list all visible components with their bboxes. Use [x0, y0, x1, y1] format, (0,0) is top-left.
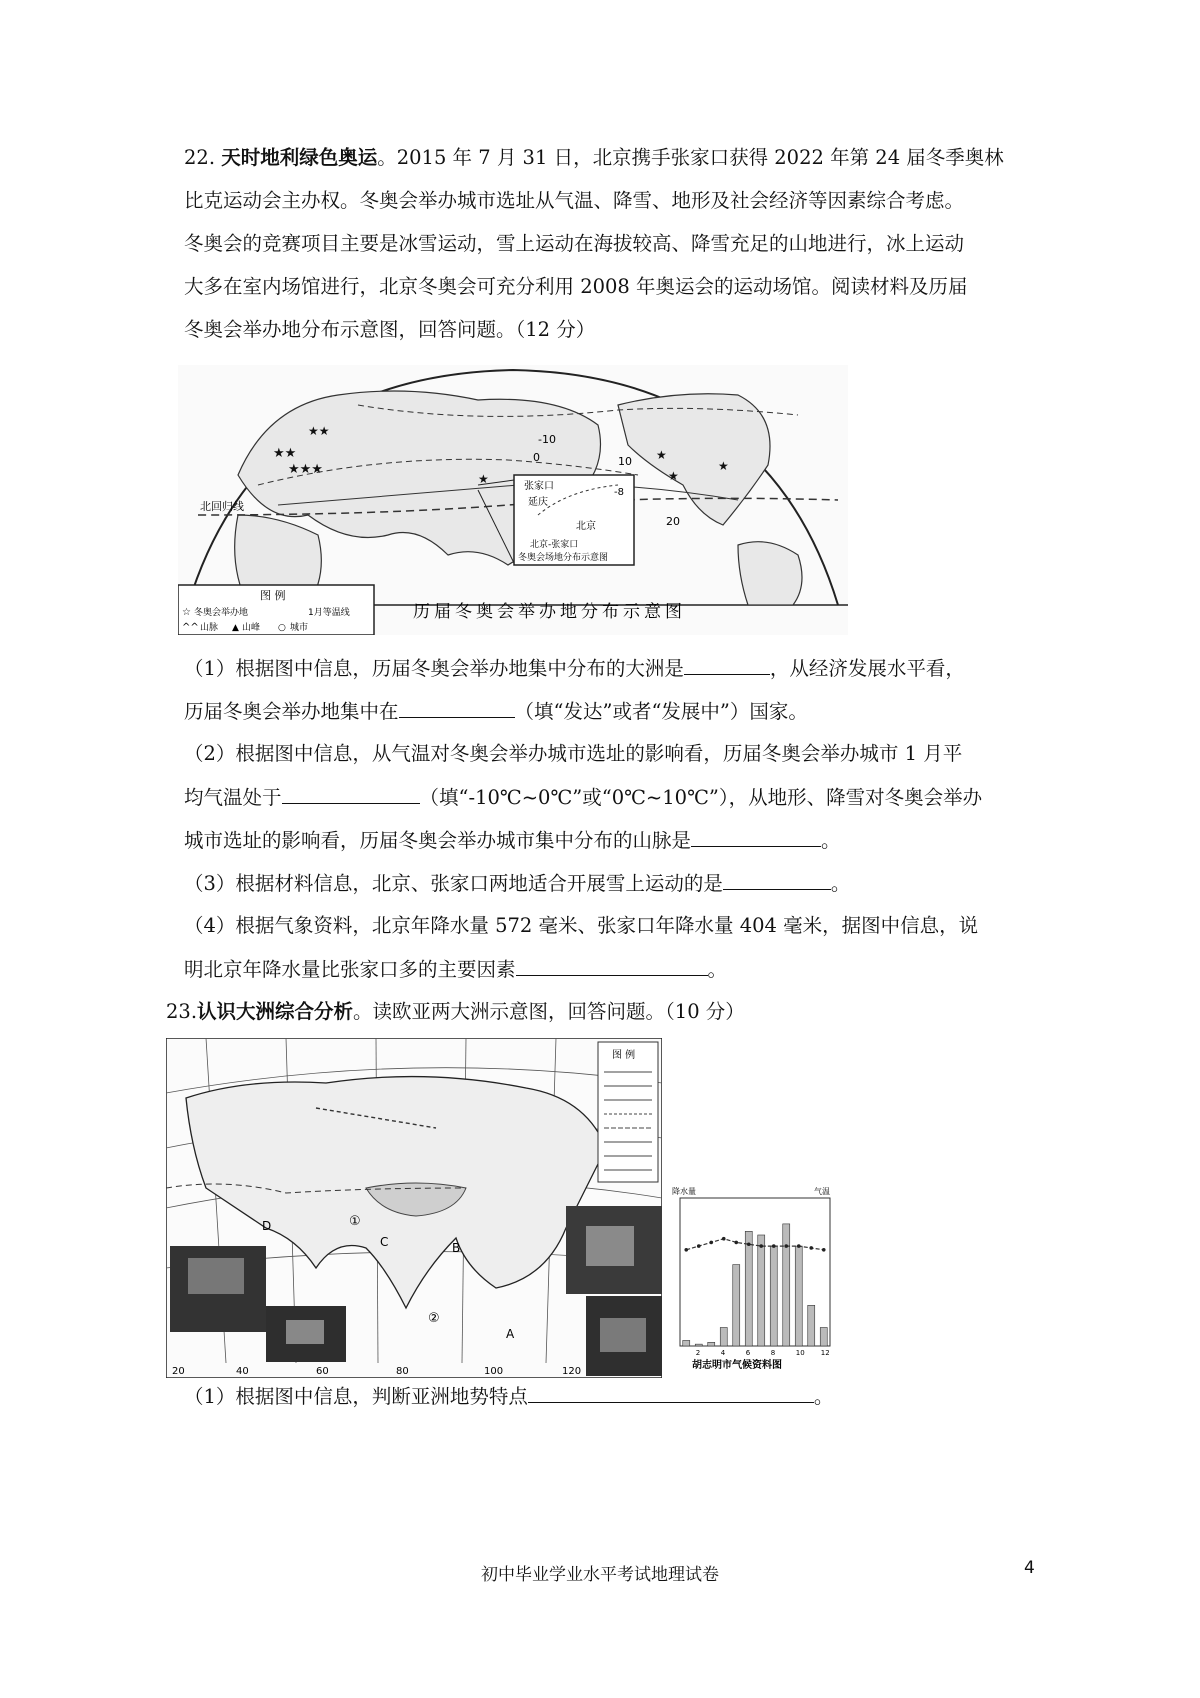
inset-title-2: 冬奥会场地分布示意图 — [518, 553, 609, 563]
svg-text:★: ★ — [668, 469, 679, 483]
eurasia-label-A: A — [506, 1327, 515, 1341]
temperature-point — [784, 1244, 788, 1248]
precip-bar — [745, 1231, 752, 1346]
legend-mountain-icon: ^^ — [182, 622, 199, 633]
month-tick-label: 8 — [770, 1349, 776, 1357]
map-tropic-label: 北回归线 — [200, 500, 244, 513]
q22-sub3-line — [184, 871, 850, 896]
q22-sub2-line1: （2）根据图中信息，从气温对冬奥会举办城市选址的影响看，历届冬奥会举办城市 1 月平 — [184, 742, 963, 765]
page-number: 4 — [1024, 1558, 1035, 1578]
q23-line-1 — [166, 1000, 745, 1024]
eurasia-label-C: C — [380, 1235, 389, 1249]
month-tick-label: 2 — [695, 1349, 701, 1357]
q22-line-1 — [184, 146, 1004, 170]
q23-number: 23. — [166, 1000, 198, 1023]
temperature-point — [709, 1241, 713, 1245]
svg-text:★★★: ★★★ — [288, 462, 323, 477]
legend-city-icon: ○ — [278, 623, 286, 633]
temperature-point — [772, 1244, 776, 1248]
q23-intro: 。读欧亚两大洲示意图，回答问题。（10 分） — [353, 1000, 745, 1023]
q22-sub4-blank[interactable] — [516, 957, 708, 976]
legend-iso: 1月等温线 — [308, 608, 350, 618]
q23-sub1-blank[interactable] — [528, 1384, 814, 1403]
eurasia-label-D: D — [262, 1219, 272, 1233]
ho-chi-minh-climate-chart — [664, 1182, 850, 1378]
legend-peak: 山峰 — [242, 623, 261, 633]
q22-sub1-line2 — [184, 699, 808, 724]
q22-sub3-text-b: 。 — [830, 872, 851, 895]
q22-sub2-text-b: 均气温处于 — [184, 786, 282, 809]
svg-text:★: ★ — [478, 472, 489, 486]
svg-text:★★: ★★ — [308, 424, 330, 438]
legend-peak-icon: ▲ — [232, 623, 239, 633]
eurasia-map — [166, 1038, 662, 1378]
eurasia-legend — [598, 1042, 658, 1182]
winter-olympics-map — [178, 365, 848, 635]
eurasia-label-1: ① — [349, 1214, 361, 1229]
precip-bar — [795, 1246, 802, 1346]
precip-bar — [783, 1224, 790, 1346]
q22-title: 天时地利绿色奥运 — [221, 146, 378, 169]
q22-sub1-text-a: （1）根据图中信息，历届冬奥会举办地集中分布的大洲是 — [184, 657, 684, 680]
inset-yanqing: 延庆 — [528, 497, 548, 508]
temperature-point — [747, 1242, 751, 1246]
precip-bar — [758, 1235, 765, 1346]
q22-sub2-blank-1[interactable] — [282, 785, 420, 804]
inset-title-1: 北京-张家口 — [530, 540, 579, 550]
temperature-point — [759, 1244, 763, 1248]
lon-40: 40 — [236, 1366, 249, 1377]
q22-sub4-text-b: 明北京年降水量比张家口多的主要因素 — [184, 958, 516, 981]
exam-footer-title: 初中毕业学业水平考试地理试卷 — [481, 1565, 719, 1585]
map-iso-0: 0 — [533, 451, 540, 464]
temperature-point — [797, 1244, 801, 1248]
q22-sub4-text-c: 。 — [707, 958, 728, 981]
q22-intro-3: 冬奥会的竞赛项目主要是冰雪运动，雪上运动在海拔较高、降雪充足的山地进行，冰上运动 — [184, 232, 965, 255]
temperature-point — [734, 1241, 738, 1245]
precip-bar — [820, 1328, 827, 1347]
svg-text:★: ★ — [656, 448, 667, 462]
q23-title: 认识大洲综合分析 — [197, 1000, 354, 1023]
eurasia-label-2: ② — [428, 1311, 440, 1326]
legend-host: 冬奥会举办地 — [194, 608, 249, 618]
q22-sub2-line2 — [184, 785, 982, 810]
q23-sub1-line — [184, 1384, 833, 1409]
q22-sub1-text-d: （填“发达”或者“发展中”）国家。 — [514, 700, 808, 723]
q22-intro-2: 比克运动会主办权。冬奥会举办城市选址从气温、降雪、地形及社会经济等因素综合考虑。 — [184, 189, 965, 212]
q22-sub1-text-c: 历届冬奥会举办地集中在 — [184, 700, 399, 723]
inset-beijing: 北京 — [576, 521, 596, 532]
temperature-point — [684, 1248, 688, 1252]
q22-sub2-line3 — [184, 828, 841, 853]
map-legend-title: 图 例 — [260, 589, 286, 602]
q23-sub1-text-b: 。 — [813, 1385, 834, 1408]
q22-sub1-blank-1[interactable] — [684, 656, 770, 675]
q22-sub2-text-c: （填“-10℃~0℃”或“0℃~10℃”），从地形、降雪对冬奥会举办 — [419, 786, 983, 809]
legend-host-star-icon: ☆ — [182, 607, 191, 618]
q22-sub3-blank[interactable] — [723, 871, 831, 890]
month-tick-label: 6 — [745, 1349, 751, 1357]
lon-120: 120 — [562, 1366, 582, 1377]
temperature-point — [697, 1244, 701, 1248]
inset-minus8: -8 — [614, 487, 624, 498]
temperature-point — [722, 1237, 726, 1241]
lon-100: 100 — [484, 1366, 504, 1377]
month-tick-label: 12 — [820, 1349, 830, 1357]
lon-60: 60 — [316, 1366, 329, 1377]
precip-bar — [695, 1344, 702, 1346]
svg-text:★★: ★★ — [273, 446, 297, 461]
q22-intro-4: 大多在室内场馆进行，北京冬奥会可充分利用 2008 年奥运会的运动场馆。阅读材料及历届 — [184, 275, 968, 298]
precip-bar — [683, 1340, 690, 1346]
map-iso-10: 10 — [618, 455, 632, 468]
q23-sub1-text-a: （1）根据图中信息，判断亚洲地势特点 — [184, 1385, 528, 1408]
eurasia-legend-title: 图 例 — [612, 1050, 636, 1061]
climate-right-axis-label: 气温 — [814, 1187, 830, 1196]
lon-80: 80 — [396, 1366, 409, 1377]
map-iso-minus10: -10 — [538, 433, 556, 446]
map-caption: 历届冬奥会举办地分布示意图 — [413, 602, 686, 622]
inset-zhangjiakou: 张家口 — [524, 481, 554, 492]
legend-mountain: 山脉 — [200, 623, 219, 633]
precip-bar — [808, 1305, 815, 1346]
temperature-point — [809, 1246, 813, 1250]
svg-text:★: ★ — [718, 459, 729, 473]
legend-city: 城市 — [290, 623, 309, 633]
month-tick-label: 10 — [795, 1349, 805, 1357]
precip-bar — [720, 1328, 727, 1347]
lon-20: 20 — [172, 1366, 185, 1377]
q22-sub2-blank-2[interactable] — [691, 828, 821, 847]
q22-sub1-line1 — [184, 656, 965, 681]
temperature-point — [822, 1248, 826, 1252]
q22-sub3-text-a: （3）根据材料信息，北京、张家口两地适合开展雪上运动的是 — [184, 872, 723, 895]
q22-sub1-blank-2[interactable] — [399, 699, 515, 718]
q22-sub4-line2 — [184, 957, 727, 982]
map-iso-20: 20 — [666, 515, 680, 528]
q22-number: 22. — [184, 146, 216, 169]
month-tick-label: 4 — [720, 1349, 726, 1357]
climate-left-axis-label: 降水量 — [672, 1187, 696, 1196]
q22-sub4-line1: （4）根据气象资料，北京年降水量 572 毫米、张家口年降水量 404 毫米，据图中信息，说 — [184, 914, 979, 937]
q22-sub2-text-e: 。 — [821, 829, 841, 852]
precip-bar — [733, 1265, 740, 1346]
eurasia-label-B: B — [452, 1241, 461, 1255]
precip-bar — [708, 1342, 715, 1346]
precip-bar — [770, 1246, 777, 1346]
q22-sub1-text-b: ，从经济发展水平看， — [769, 657, 965, 680]
q22-intro-1: 。2015 年 7 月 31 日，北京携手张家口获得 2022 年第 24 届冬季奥林 — [377, 146, 1004, 169]
climate-caption: 胡志明市气候资料图 — [692, 1360, 782, 1371]
q22-sub2-text-d: 城市选址的影响看，历届冬奥会举办城市集中分布的山脉是 — [184, 829, 692, 852]
q22-intro-5: 冬奥会举办地分布示意图，回答问题。（12 分） — [184, 318, 596, 341]
